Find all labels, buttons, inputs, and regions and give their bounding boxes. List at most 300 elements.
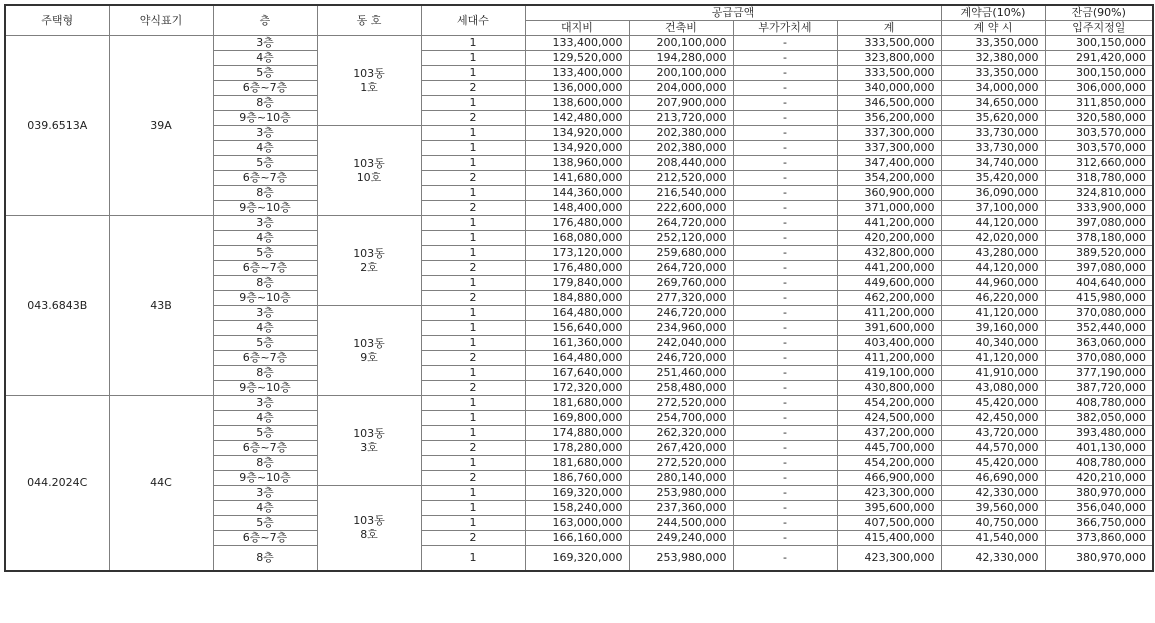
cell-total: 333,500,000 xyxy=(837,36,941,51)
cell-vat: - xyxy=(733,156,837,171)
cell-units: 1 xyxy=(421,216,525,231)
cell-building: 244,500,000 xyxy=(629,516,733,531)
cell-building: 194,280,000 xyxy=(629,51,733,66)
ho-label: 3호 xyxy=(360,440,378,454)
cell-building: 253,980,000 xyxy=(629,486,733,501)
cell-deposit: 41,120,000 xyxy=(941,306,1045,321)
cell-vat: - xyxy=(733,456,837,471)
cell-building: 264,720,000 xyxy=(629,216,733,231)
cell-units: 2 xyxy=(421,471,525,486)
cell-vat: - xyxy=(733,471,837,486)
cell-balance: 401,130,000 xyxy=(1045,441,1153,456)
cell-vat: - xyxy=(733,171,837,186)
header-balance: 잔금(90%) xyxy=(1045,5,1153,21)
cell-total: 323,800,000 xyxy=(837,51,941,66)
cell-total: 419,100,000 xyxy=(837,366,941,381)
cell-deposit: 42,020,000 xyxy=(941,231,1045,246)
cell-deposit: 44,960,000 xyxy=(941,276,1045,291)
cell-balance: 408,780,000 xyxy=(1045,456,1153,471)
cell-vat: - xyxy=(733,321,837,336)
price-table xyxy=(4,4,1154,572)
cell-land: 169,320,000 xyxy=(525,486,629,501)
cell-balance: 311,850,000 xyxy=(1045,96,1153,111)
cell-deposit: 35,620,000 xyxy=(941,111,1045,126)
cell-building: 202,380,000 xyxy=(629,141,733,156)
cell-balance: 380,970,000 xyxy=(1045,486,1153,501)
ho-label: 1호 xyxy=(360,80,378,94)
dong-label: 103동 xyxy=(353,336,385,350)
cell-total: 356,200,000 xyxy=(837,111,941,126)
cell-deposit: 41,540,000 xyxy=(941,531,1045,546)
cell-units: 1 xyxy=(421,411,525,426)
cell-vat: - xyxy=(733,426,837,441)
dong-label: 103동 xyxy=(353,426,385,440)
cell-total: 423,300,000 xyxy=(837,486,941,501)
cell-building: 254,700,000 xyxy=(629,411,733,426)
cell-building: 222,600,000 xyxy=(629,201,733,216)
cell-vat: - xyxy=(733,216,837,231)
cell-vat: - xyxy=(733,66,837,81)
cell-land: 166,160,000 xyxy=(525,531,629,546)
cell-balance: 318,780,000 xyxy=(1045,171,1153,186)
cell-land: 138,600,000 xyxy=(525,96,629,111)
cell-balance: 324,810,000 xyxy=(1045,186,1153,201)
header-total: 계 xyxy=(837,21,941,36)
cell-floor: 5층 xyxy=(213,246,317,261)
cell-floor: 9층~10층 xyxy=(213,381,317,396)
header-type: 주택형 xyxy=(5,5,109,36)
cell-deposit: 41,910,000 xyxy=(941,366,1045,381)
cell-building: 213,720,000 xyxy=(629,111,733,126)
cell-balance: 291,420,000 xyxy=(1045,51,1153,66)
cell-building: 272,520,000 xyxy=(629,456,733,471)
cell-land: 178,280,000 xyxy=(525,441,629,456)
cell-deposit: 33,350,000 xyxy=(941,36,1045,51)
cell-building: 252,120,000 xyxy=(629,231,733,246)
cell-land: 136,000,000 xyxy=(525,81,629,96)
cell-land: 161,360,000 xyxy=(525,336,629,351)
cell-units: 2 xyxy=(421,381,525,396)
cell-floor: 8층 xyxy=(213,456,317,471)
cell-vat: - xyxy=(733,201,837,216)
cell-building: 246,720,000 xyxy=(629,306,733,321)
cell-units: 2 xyxy=(421,111,525,126)
cell-short-label: 39A xyxy=(109,36,213,216)
cell-total: 420,200,000 xyxy=(837,231,941,246)
cell-building: 207,900,000 xyxy=(629,96,733,111)
header-land: 대지비 xyxy=(525,21,629,36)
cell-deposit: 35,420,000 xyxy=(941,171,1045,186)
header-deposit-sub: 계 약 시 xyxy=(941,21,1045,36)
cell-total: 462,200,000 xyxy=(837,291,941,306)
cell-total: 337,300,000 xyxy=(837,141,941,156)
cell-floor: 6층~7층 xyxy=(213,531,317,546)
cell-floor: 8층 xyxy=(213,546,317,572)
cell-deposit: 36,090,000 xyxy=(941,186,1045,201)
cell-balance: 300,150,000 xyxy=(1045,36,1153,51)
cell-total: 403,400,000 xyxy=(837,336,941,351)
cell-deposit: 43,080,000 xyxy=(941,381,1045,396)
header-short: 약식표기 xyxy=(109,5,213,36)
cell-land: 181,680,000 xyxy=(525,456,629,471)
header-dongho: 동 호 xyxy=(317,5,421,36)
cell-land: 176,480,000 xyxy=(525,261,629,276)
cell-balance: 300,150,000 xyxy=(1045,66,1153,81)
cell-floor: 9층~10층 xyxy=(213,111,317,126)
cell-land: 134,920,000 xyxy=(525,126,629,141)
cell-balance: 370,080,000 xyxy=(1045,351,1153,366)
cell-total: 347,400,000 xyxy=(837,156,941,171)
cell-dong-ho xyxy=(317,396,421,486)
cell-land: 133,400,000 xyxy=(525,66,629,81)
cell-balance: 320,580,000 xyxy=(1045,111,1153,126)
cell-vat: - xyxy=(733,381,837,396)
cell-building: 272,520,000 xyxy=(629,396,733,411)
cell-land: 172,320,000 xyxy=(525,381,629,396)
header-units: 세대수 xyxy=(421,5,525,36)
cell-deposit: 42,450,000 xyxy=(941,411,1045,426)
cell-deposit: 42,330,000 xyxy=(941,546,1045,572)
dong-label: 103동 xyxy=(353,514,385,527)
cell-units: 2 xyxy=(421,81,525,96)
cell-land: 156,640,000 xyxy=(525,321,629,336)
cell-vat: - xyxy=(733,366,837,381)
cell-balance: 380,970,000 xyxy=(1045,546,1153,572)
cell-units: 1 xyxy=(421,51,525,66)
cell-floor: 8층 xyxy=(213,276,317,291)
cell-short-label: 44C xyxy=(109,396,213,572)
cell-total: 432,800,000 xyxy=(837,246,941,261)
cell-building: 251,460,000 xyxy=(629,366,733,381)
cell-floor: 4층 xyxy=(213,141,317,156)
cell-floor: 5층 xyxy=(213,426,317,441)
dong-label: 103동 xyxy=(353,246,385,260)
cell-land: 169,800,000 xyxy=(525,411,629,426)
cell-units: 1 xyxy=(421,276,525,291)
cell-total: 346,500,000 xyxy=(837,96,941,111)
ho-label: 10호 xyxy=(356,170,382,184)
cell-land: 141,680,000 xyxy=(525,171,629,186)
cell-balance: 404,640,000 xyxy=(1045,276,1153,291)
cell-balance: 415,980,000 xyxy=(1045,291,1153,306)
cell-deposit: 43,280,000 xyxy=(941,246,1045,261)
table-header xyxy=(5,5,1153,36)
cell-balance: 352,440,000 xyxy=(1045,321,1153,336)
cell-building: 212,520,000 xyxy=(629,171,733,186)
table-body xyxy=(5,36,1153,572)
cell-balance: 382,050,000 xyxy=(1045,411,1153,426)
cell-vat: - xyxy=(733,51,837,66)
cell-balance: 420,210,000 xyxy=(1045,471,1153,486)
cell-floor: 3층 xyxy=(213,396,317,411)
cell-floor: 3층 xyxy=(213,306,317,321)
cell-total: 424,500,000 xyxy=(837,411,941,426)
cell-balance: 303,570,000 xyxy=(1045,141,1153,156)
cell-vat: - xyxy=(733,396,837,411)
cell-vat: - xyxy=(733,36,837,51)
cell-vat: - xyxy=(733,546,837,572)
cell-balance: 363,060,000 xyxy=(1045,336,1153,351)
cell-units: 2 xyxy=(421,201,525,216)
header-vat: 부가가치세 xyxy=(733,21,837,36)
cell-building: 267,420,000 xyxy=(629,441,733,456)
cell-floor: 8층 xyxy=(213,366,317,381)
cell-house-type: 039.6513A xyxy=(5,36,109,216)
cell-building: 277,320,000 xyxy=(629,291,733,306)
cell-total: 415,400,000 xyxy=(837,531,941,546)
cell-units: 1 xyxy=(421,96,525,111)
cell-balance: 393,480,000 xyxy=(1045,426,1153,441)
cell-house-type: 043.6843B xyxy=(5,216,109,396)
cell-building: 200,100,000 xyxy=(629,36,733,51)
cell-building: 200,100,000 xyxy=(629,66,733,81)
header-supply: 공급금액 xyxy=(525,5,941,21)
cell-vat: - xyxy=(733,246,837,261)
cell-units: 1 xyxy=(421,396,525,411)
table-row xyxy=(5,396,1153,411)
cell-vat: - xyxy=(733,516,837,531)
cell-floor: 4층 xyxy=(213,321,317,336)
cell-units: 1 xyxy=(421,66,525,81)
cell-building: 269,760,000 xyxy=(629,276,733,291)
cell-balance: 312,660,000 xyxy=(1045,156,1153,171)
cell-units: 2 xyxy=(421,171,525,186)
cell-dong-ho xyxy=(317,306,421,396)
cell-units: 2 xyxy=(421,531,525,546)
cell-building: 208,440,000 xyxy=(629,156,733,171)
cell-vat: - xyxy=(733,126,837,141)
cell-deposit: 37,100,000 xyxy=(941,201,1045,216)
cell-floor: 6층~7층 xyxy=(213,261,317,276)
cell-units: 1 xyxy=(421,366,525,381)
cell-units: 2 xyxy=(421,441,525,456)
cell-vat: - xyxy=(733,336,837,351)
cell-units: 1 xyxy=(421,186,525,201)
cell-vat: - xyxy=(733,81,837,96)
cell-balance: 377,190,000 xyxy=(1045,366,1153,381)
cell-land: 167,640,000 xyxy=(525,366,629,381)
cell-vat: - xyxy=(733,441,837,456)
dong-label: 103동 xyxy=(353,156,385,170)
cell-total: 354,200,000 xyxy=(837,171,941,186)
cell-floor: 9층~10층 xyxy=(213,291,317,306)
cell-deposit: 33,350,000 xyxy=(941,66,1045,81)
cell-floor: 5층 xyxy=(213,66,317,81)
cell-deposit: 32,380,000 xyxy=(941,51,1045,66)
cell-house-type: 044.2024C xyxy=(5,396,109,572)
cell-units: 2 xyxy=(421,351,525,366)
cell-units: 1 xyxy=(421,336,525,351)
cell-building: 262,320,000 xyxy=(629,426,733,441)
cell-deposit: 41,120,000 xyxy=(941,351,1045,366)
cell-total: 449,600,000 xyxy=(837,276,941,291)
cell-land: 138,960,000 xyxy=(525,156,629,171)
cell-units: 2 xyxy=(421,261,525,276)
header-building: 건축비 xyxy=(629,21,733,36)
cell-land: 164,480,000 xyxy=(525,351,629,366)
cell-total: 445,700,000 xyxy=(837,441,941,456)
cell-land: 176,480,000 xyxy=(525,216,629,231)
cell-units: 1 xyxy=(421,156,525,171)
cell-deposit: 43,720,000 xyxy=(941,426,1045,441)
cell-vat: - xyxy=(733,501,837,516)
cell-dong-ho xyxy=(317,216,421,306)
cell-building: 259,680,000 xyxy=(629,246,733,261)
cell-land: 179,840,000 xyxy=(525,276,629,291)
cell-deposit: 39,560,000 xyxy=(941,501,1045,516)
cell-deposit: 34,000,000 xyxy=(941,81,1045,96)
cell-balance: 397,080,000 xyxy=(1045,216,1153,231)
cell-vat: - xyxy=(733,141,837,156)
cell-floor: 5층 xyxy=(213,516,317,531)
cell-land: 168,080,000 xyxy=(525,231,629,246)
cell-units: 1 xyxy=(421,231,525,246)
cell-land: 144,360,000 xyxy=(525,186,629,201)
cell-total: 441,200,000 xyxy=(837,216,941,231)
cell-building: 253,980,000 xyxy=(629,546,733,572)
cell-floor: 9층~10층 xyxy=(213,201,317,216)
cell-deposit: 45,420,000 xyxy=(941,396,1045,411)
cell-units: 1 xyxy=(421,126,525,141)
cell-floor: 3층 xyxy=(213,126,317,141)
cell-balance: 397,080,000 xyxy=(1045,261,1153,276)
cell-units: 1 xyxy=(421,246,525,261)
cell-balance: 370,080,000 xyxy=(1045,306,1153,321)
header-balance-sub: 입주지정일 xyxy=(1045,21,1153,36)
cell-building: 237,360,000 xyxy=(629,501,733,516)
cell-total: 337,300,000 xyxy=(837,126,941,141)
table-row xyxy=(5,216,1153,231)
cell-floor: 4층 xyxy=(213,411,317,426)
cell-units: 1 xyxy=(421,486,525,501)
cell-floor: 3층 xyxy=(213,486,317,501)
cell-total: 466,900,000 xyxy=(837,471,941,486)
cell-vat: - xyxy=(733,96,837,111)
cell-dong-ho xyxy=(317,486,421,572)
cell-total: 430,800,000 xyxy=(837,381,941,396)
cell-total: 411,200,000 xyxy=(837,351,941,366)
cell-floor: 6층~7층 xyxy=(213,441,317,456)
ho-label: 2호 xyxy=(360,260,378,274)
cell-balance: 373,860,000 xyxy=(1045,531,1153,546)
cell-floor: 5층 xyxy=(213,336,317,351)
cell-vat: - xyxy=(733,351,837,366)
cell-balance: 378,180,000 xyxy=(1045,231,1153,246)
cell-deposit: 44,570,000 xyxy=(941,441,1045,456)
cell-floor: 3층 xyxy=(213,216,317,231)
cell-building: 202,380,000 xyxy=(629,126,733,141)
dong-label: 103동 xyxy=(353,66,385,80)
cell-deposit: 45,420,000 xyxy=(941,456,1045,471)
cell-dong-ho xyxy=(317,36,421,126)
cell-land: 181,680,000 xyxy=(525,396,629,411)
cell-land: 129,520,000 xyxy=(525,51,629,66)
cell-land: 133,400,000 xyxy=(525,36,629,51)
cell-land: 134,920,000 xyxy=(525,141,629,156)
ho-label: 9호 xyxy=(360,350,378,364)
cell-building: 249,240,000 xyxy=(629,531,733,546)
cell-units: 1 xyxy=(421,516,525,531)
cell-floor: 3층 xyxy=(213,36,317,51)
cell-floor: 4층 xyxy=(213,231,317,246)
cell-deposit: 34,740,000 xyxy=(941,156,1045,171)
cell-floor: 5층 xyxy=(213,156,317,171)
header-deposit: 계약금(10%) xyxy=(941,5,1045,21)
cell-deposit: 44,120,000 xyxy=(941,216,1045,231)
cell-floor: 6층~7층 xyxy=(213,81,317,96)
cell-floor: 8층 xyxy=(213,96,317,111)
cell-land: 142,480,000 xyxy=(525,111,629,126)
cell-total: 441,200,000 xyxy=(837,261,941,276)
cell-vat: - xyxy=(733,411,837,426)
cell-units: 1 xyxy=(421,321,525,336)
cell-floor: 9층~10층 xyxy=(213,471,317,486)
cell-balance: 389,520,000 xyxy=(1045,246,1153,261)
cell-land: 163,000,000 xyxy=(525,516,629,531)
cell-land: 184,880,000 xyxy=(525,291,629,306)
cell-units: 1 xyxy=(421,501,525,516)
cell-vat: - xyxy=(733,276,837,291)
cell-balance: 333,900,000 xyxy=(1045,201,1153,216)
cell-total: 411,200,000 xyxy=(837,306,941,321)
cell-building: 280,140,000 xyxy=(629,471,733,486)
cell-floor: 4층 xyxy=(213,51,317,66)
cell-balance: 356,040,000 xyxy=(1045,501,1153,516)
cell-short-label: 43B xyxy=(109,216,213,396)
cell-vat: - xyxy=(733,231,837,246)
cell-land: 173,120,000 xyxy=(525,246,629,261)
cell-floor: 6층~7층 xyxy=(213,351,317,366)
cell-units: 1 xyxy=(421,426,525,441)
cell-building: 264,720,000 xyxy=(629,261,733,276)
cell-vat: - xyxy=(733,306,837,321)
cell-building: 242,040,000 xyxy=(629,336,733,351)
cell-vat: - xyxy=(733,486,837,501)
cell-vat: - xyxy=(733,186,837,201)
cell-units: 1 xyxy=(421,141,525,156)
cell-floor: 6층~7층 xyxy=(213,171,317,186)
table-row xyxy=(5,36,1153,51)
cell-building: 246,720,000 xyxy=(629,351,733,366)
cell-vat: - xyxy=(733,291,837,306)
cell-total: 454,200,000 xyxy=(837,456,941,471)
cell-deposit: 34,650,000 xyxy=(941,96,1045,111)
cell-vat: - xyxy=(733,111,837,126)
cell-total: 395,600,000 xyxy=(837,501,941,516)
cell-balance: 408,780,000 xyxy=(1045,396,1153,411)
cell-total: 333,500,000 xyxy=(837,66,941,81)
cell-floor: 4층 xyxy=(213,501,317,516)
cell-units: 1 xyxy=(421,36,525,51)
cell-deposit: 44,120,000 xyxy=(941,261,1045,276)
cell-units: 1 xyxy=(421,456,525,471)
cell-total: 340,000,000 xyxy=(837,81,941,96)
cell-deposit: 46,690,000 xyxy=(941,471,1045,486)
cell-building: 216,540,000 xyxy=(629,186,733,201)
cell-total: 437,200,000 xyxy=(837,426,941,441)
cell-land: 164,480,000 xyxy=(525,306,629,321)
cell-units: 2 xyxy=(421,291,525,306)
cell-balance: 306,000,000 xyxy=(1045,81,1153,96)
cell-balance: 303,570,000 xyxy=(1045,126,1153,141)
cell-building: 204,000,000 xyxy=(629,81,733,96)
cell-units: 1 xyxy=(421,306,525,321)
cell-deposit: 33,730,000 xyxy=(941,141,1045,156)
cell-land: 148,400,000 xyxy=(525,201,629,216)
cell-land: 186,760,000 xyxy=(525,471,629,486)
cell-land: 169,320,000 xyxy=(525,546,629,572)
cell-building: 234,960,000 xyxy=(629,321,733,336)
